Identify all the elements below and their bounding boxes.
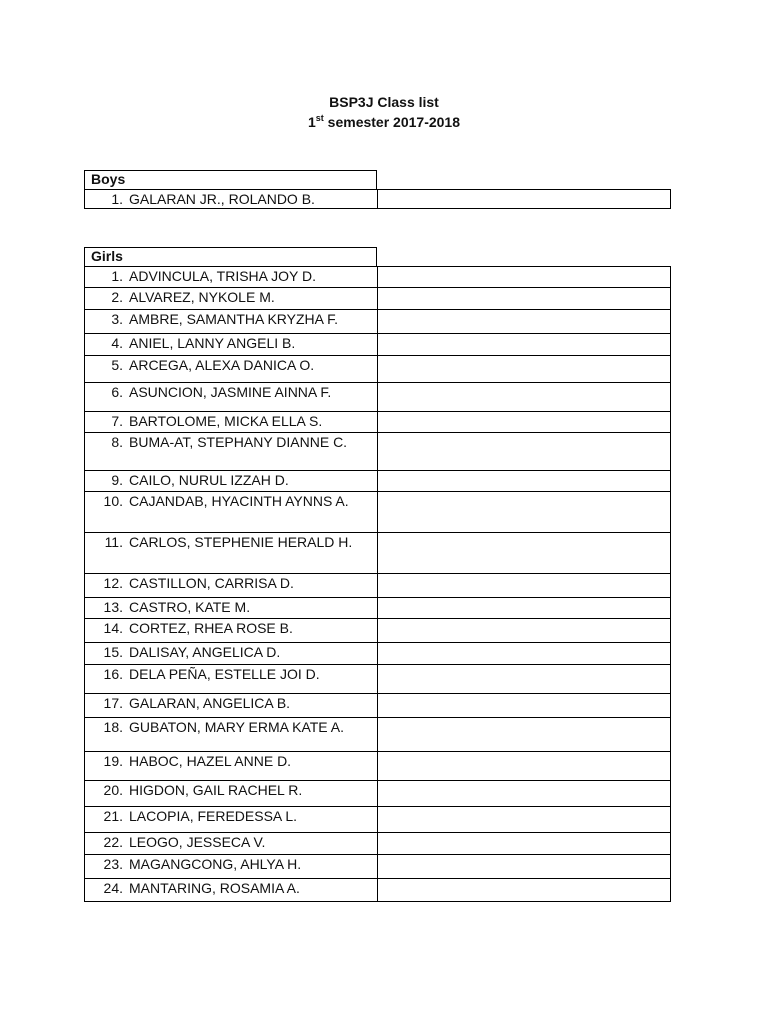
student-name: ADVINCULA, TRISHA JOY D.	[129, 268, 316, 284]
row-number: 1.	[111, 191, 123, 207]
blank-cell	[378, 752, 671, 781]
student-cell	[85, 334, 378, 356]
student-name: LEOGO, JESSECA V.	[129, 834, 266, 850]
student-cell	[85, 855, 378, 879]
table-row	[85, 533, 671, 574]
table-row	[85, 310, 671, 334]
student-cell	[85, 665, 378, 694]
student-cell	[85, 807, 378, 833]
row-number: 4.	[111, 335, 123, 351]
student-cell	[85, 471, 378, 492]
blank-cell	[378, 574, 671, 598]
row-number: 9.	[111, 472, 123, 488]
student-cell	[85, 383, 378, 412]
blank-cell	[378, 310, 671, 334]
blank-cell	[378, 879, 671, 902]
table-row	[85, 879, 671, 902]
table-row	[85, 190, 671, 209]
student-name: ARCEGA, ALEXA DANICA O.	[129, 357, 315, 373]
table-row	[85, 598, 671, 619]
blank-cell	[378, 718, 671, 752]
student-name: ANIEL, LANNY ANGELI B.	[129, 335, 296, 351]
table-row	[85, 412, 671, 433]
blank-cell	[378, 619, 671, 643]
blank-cell	[378, 190, 671, 209]
student-cell	[85, 310, 378, 334]
row-number: 6.	[111, 384, 123, 400]
student-cell	[85, 752, 378, 781]
row-number: 8.	[111, 434, 123, 450]
row-number: 5.	[111, 357, 123, 373]
student-name: GUBATON, MARY ERMA KATE A.	[129, 719, 344, 735]
blank-cell	[378, 288, 671, 310]
blank-cell	[378, 492, 671, 533]
student-name: CARLOS, STEPHENIE HERALD H.	[129, 534, 353, 550]
table-row	[85, 718, 671, 752]
student-cell	[85, 288, 378, 310]
row-number: 7.	[111, 413, 123, 429]
row-number: 22.	[103, 834, 123, 850]
row-number: 10.	[103, 493, 123, 509]
row-number: 20.	[103, 782, 123, 798]
row-number: 1.	[111, 268, 123, 284]
blank-cell	[378, 694, 671, 718]
student-name: CORTEZ, RHEA ROSE B.	[129, 620, 293, 636]
student-cell	[85, 598, 378, 619]
student-cell	[85, 433, 378, 471]
row-number: 24.	[103, 880, 123, 896]
student-cell	[85, 412, 378, 433]
blank-cell	[378, 598, 671, 619]
student-name: GALARAN, ANGELICA B.	[129, 695, 291, 711]
student-name: BUMA-AT, STEPHANY DIANNE C.	[129, 434, 348, 450]
student-name: BARTOLOME, MICKA ELLA S.	[129, 413, 323, 429]
boys-section	[84, 170, 670, 209]
boys-table	[84, 189, 671, 209]
student-name: GALARAN JR., ROLANDO B.	[129, 191, 315, 207]
table-row	[85, 643, 671, 665]
student-cell	[85, 619, 378, 643]
row-number: 21.	[103, 808, 123, 824]
blank-cell	[378, 665, 671, 694]
student-cell	[85, 574, 378, 598]
row-number: 11.	[104, 534, 123, 550]
blank-cell	[378, 807, 671, 833]
blank-cell	[378, 855, 671, 879]
boys-header: Boys	[84, 170, 377, 189]
student-name: ASUNCION, JASMINE AINNA F.	[129, 384, 332, 400]
table-row	[85, 833, 671, 855]
student-cell	[85, 533, 378, 574]
student-cell	[85, 718, 378, 752]
table-row	[85, 752, 671, 781]
row-number: 14.	[103, 620, 123, 636]
table-row	[85, 665, 671, 694]
student-cell	[85, 833, 378, 855]
student-name: CASTRO, KATE M.	[129, 599, 251, 615]
blank-cell	[378, 334, 671, 356]
row-number: 16.	[103, 666, 123, 682]
row-number: 12.	[103, 575, 123, 591]
table-row	[85, 383, 671, 412]
blank-cell	[378, 383, 671, 412]
student-cell	[85, 694, 378, 718]
table-row	[85, 288, 671, 310]
girls-table	[84, 266, 671, 902]
blank-cell	[378, 412, 671, 433]
title-line-1: BSP3J Class list	[329, 94, 439, 110]
page-subtitle: 1st semester 2017-2018	[307, 113, 461, 130]
row-number: 3.	[111, 311, 123, 327]
table-row	[85, 574, 671, 598]
student-name: MAGANGCONG, AHLYA H.	[129, 856, 302, 872]
student-cell	[85, 879, 378, 902]
blank-cell	[378, 471, 671, 492]
page-title	[0, 92, 768, 112]
table-row	[85, 619, 671, 643]
student-name: DALISAY, ANGELICA D.	[129, 644, 281, 660]
blank-cell	[378, 833, 671, 855]
row-number: 19.	[103, 753, 123, 769]
student-cell	[85, 190, 378, 209]
row-number: 15.	[103, 644, 123, 660]
row-number: 2.	[111, 289, 123, 305]
student-name: LACOPIA, FEREDESSA L.	[129, 808, 298, 824]
student-name: HABOC, HAZEL ANNE D.	[129, 753, 292, 769]
girls-header: Girls	[84, 247, 377, 266]
student-name: AMBRE, SAMANTHA KRYZHA F.	[129, 311, 339, 327]
student-name: CASTILLON, CARRISA D.	[129, 575, 294, 591]
table-row	[85, 267, 671, 288]
blank-cell	[378, 781, 671, 807]
table-row	[85, 471, 671, 492]
row-number: 13.	[103, 599, 123, 615]
student-name: ALVAREZ, NYKOLE M.	[129, 289, 275, 305]
table-row	[85, 781, 671, 807]
blank-cell	[378, 643, 671, 665]
table-row	[85, 855, 671, 879]
table-row	[85, 807, 671, 833]
student-cell	[85, 643, 378, 665]
table-row	[85, 356, 671, 383]
row-number: 18.	[103, 719, 123, 735]
table-row	[85, 334, 671, 356]
table-row	[85, 433, 671, 471]
student-name: MANTARING, ROSAMIA A.	[129, 880, 300, 896]
blank-cell	[378, 533, 671, 574]
girls-section	[84, 247, 670, 902]
student-cell	[85, 267, 378, 288]
student-cell	[85, 356, 378, 383]
student-name: HIGDON, GAIL RACHEL R.	[129, 782, 303, 798]
blank-cell	[378, 267, 671, 288]
student-name: CAILO, NURUL IZZAH D.	[129, 472, 289, 488]
blank-cell	[378, 433, 671, 471]
row-number: 17.	[103, 695, 123, 711]
table-row	[85, 694, 671, 718]
student-cell	[85, 492, 378, 533]
row-number: 23.	[103, 856, 123, 872]
student-name: DELA PEÑA, ESTELLE JOI D.	[129, 666, 320, 682]
student-cell	[85, 781, 378, 807]
blank-cell	[378, 356, 671, 383]
table-row	[85, 492, 671, 533]
student-name: CAJANDAB, HYACINTH AYNNS A.	[129, 493, 349, 509]
